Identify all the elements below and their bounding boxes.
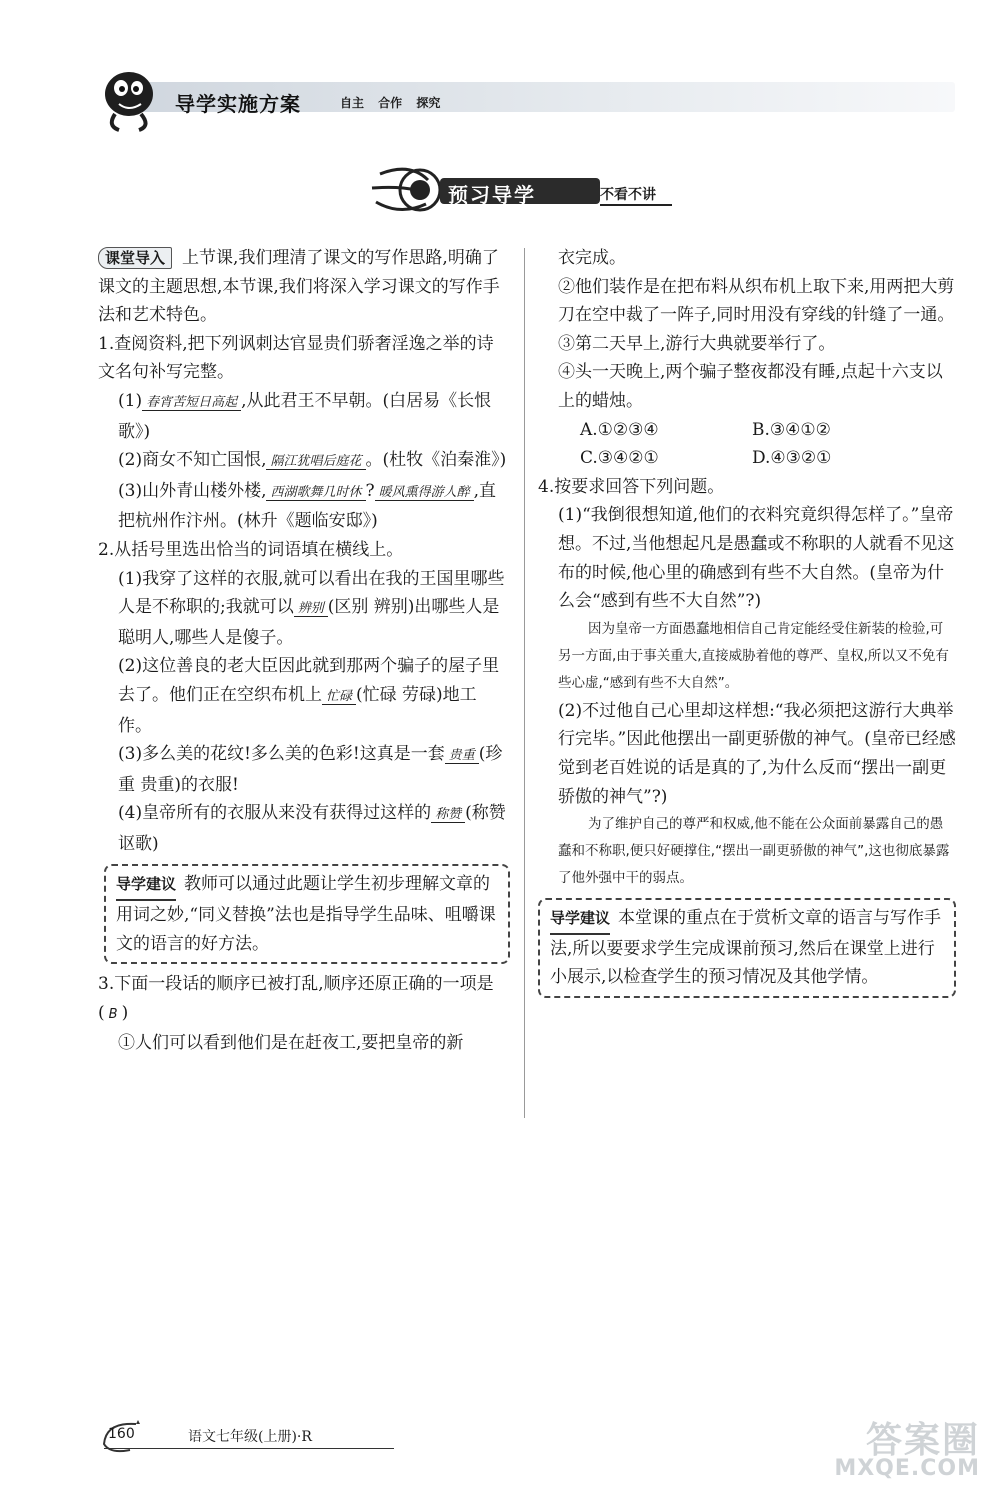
tip-text: 教师可以通过此题让学生初步理解文章的用词之妙,“同义替换”法也是指导学生品味、咀嚼课文的语言的好方法。 bbox=[116, 874, 496, 954]
page-header bbox=[85, 72, 955, 120]
left-column bbox=[98, 244, 510, 1058]
q3-sentence-1-cont: 衣完成。 bbox=[558, 248, 626, 268]
tip-label: 导学建议 bbox=[550, 904, 610, 935]
mascot-icon bbox=[85, 62, 165, 136]
section-subtitle: 不看不讲 bbox=[600, 187, 656, 203]
option-a: A.①②③④ bbox=[580, 419, 659, 440]
q3-options bbox=[538, 416, 956, 473]
page-number: 160 bbox=[108, 1426, 135, 1442]
section-underline bbox=[600, 204, 672, 206]
q3-sentence-4: ④头一天晚上,两个骗子整夜都没有睡,点起十六支以上的蜡烛。 bbox=[558, 362, 943, 411]
q2-stem: 2.从括号里选出恰当的词语填在横线上。 bbox=[98, 539, 404, 560]
footer-line bbox=[104, 1448, 394, 1449]
section-banner bbox=[370, 160, 680, 216]
q1-item-2: (2)商女不知亡国恨, 隔江犹唱后庭花 。(杜牧《泊秦淮》) bbox=[118, 450, 507, 471]
intro-paragraph: 课堂导入 上节课,我们理清了课文的写作思路,明确了课文的主题思想,本节课,我们将深入学习课文的写作手法和艺术特色。 bbox=[98, 248, 500, 326]
q4-answer-1: 因为皇帝一方面愚蠢地相信自己肯定能经受住新装的检验,可另一方面,由于事关重大,直接威胁着他的尊严、皇权,所以又不免有些心虚,“感到有些不大自然”。 bbox=[558, 620, 949, 691]
intro-label: 课堂导入 bbox=[98, 247, 172, 269]
q3-sentence-1: ①人们可以看到他们是在赶夜工,要把皇帝的新 bbox=[118, 1033, 464, 1054]
q3-stem: 3.下面一段话的顺序已被打乱,顺序还原正确的一项是( B ) bbox=[98, 974, 494, 1023]
header-subtitle: 自主 合作 探究 bbox=[340, 96, 441, 110]
answer-blank: 西湖歌舞几时休 bbox=[266, 485, 365, 501]
option-b: B.③④①② bbox=[752, 419, 831, 440]
answer-blank: 称赞 bbox=[431, 807, 465, 823]
header-title: 导学实施方案 bbox=[175, 92, 301, 116]
page-footer bbox=[100, 1418, 400, 1458]
right-column bbox=[538, 244, 956, 1004]
option-d: D.④③②① bbox=[752, 448, 832, 469]
option-c: C.③④②① bbox=[580, 448, 659, 469]
q1-item-1: (1) 春宵苦短日高起 ,从此君王不早朝。(白居易《长恨歌》) bbox=[118, 390, 492, 442]
teaching-tip-box bbox=[104, 864, 510, 964]
q3-answer: B bbox=[108, 1006, 118, 1022]
answer-blank: 隔江犹唱后庭花 bbox=[266, 454, 365, 470]
answer-blank: 辨别 bbox=[294, 601, 328, 617]
footer-text: 语文七年级(上册)·R bbox=[188, 1429, 312, 1445]
swirl-icon bbox=[370, 160, 450, 216]
q2-item-4: (4)皇帝所有的衣服从来没有获得过这样的 称赞 (称赞 讴歌) bbox=[118, 803, 506, 854]
answer-blank: 忙碌 bbox=[322, 689, 356, 705]
answer-blank: 贵重 bbox=[445, 748, 479, 764]
section-title: 预习导学 bbox=[448, 183, 536, 207]
q3-sentence-2: ②他们装作是在把布料从织布机上取下来,用两把大剪刀在空中裁了一阵子,同时用没有穿线的针缝了一通。 bbox=[558, 276, 955, 326]
q1-stem: 1.查阅资料,把下列讽刺达官显贵们骄奢淫逸之举的诗文名句补写完整。 bbox=[98, 333, 494, 383]
q4-answer-2: 为了维护自己的尊严和权威,他不能在公众面前暴露自己的愚蠢和不称职,便只好硬撑住,“摆出一副更骄傲的神气”,这也彻底暴露了他外强中干的弱点。 bbox=[558, 816, 950, 887]
q1-item-3: (3)山外青山楼外楼, 西湖歌舞几时休 ? 暖风熏得游人醉 ,直把杭州作汴州。(林升《题临安邸》) bbox=[118, 480, 497, 532]
q2-item-1: (1)我穿了这样的衣服,就可以看出在我的王国里哪些人是不称职的;我就可以 辨别 (区别 辨别)出哪些人是聪明人,哪些人是傻子。 bbox=[118, 568, 505, 648]
q3-sentence-3: ③第二天早上,游行大典就要举行了。 bbox=[558, 333, 836, 354]
tip-label: 导学建议 bbox=[116, 870, 176, 901]
q2-item-2: (2)这位善良的老大臣因此就到那两个骗子的屋子里去了。他们正在空织布机上 忙碌 (忙碌 劳碌)地工作。 bbox=[118, 656, 500, 736]
tip-text: 本堂课的重点在于赏析文章的语言与写作手法,所以要要求学生完成课前预习,然后在课堂上进行小展示,以检查学生的预习情况及其他学情。 bbox=[550, 908, 942, 988]
teaching-tip-box bbox=[538, 898, 956, 998]
q2-item-3: (3)多么美的花纹!多么美的色彩!这真是一套 贵重 (珍重 贵重)的衣服! bbox=[118, 744, 503, 795]
q4-stem: 4.按要求回答下列问题。 bbox=[538, 476, 725, 497]
column-divider bbox=[524, 248, 525, 1118]
answer-blank: 春宵苦短日高起 bbox=[142, 395, 241, 411]
q4-item-2: (2)不过他自己心里却这样想:“我必须把这游行大典举行完毕。”因此他摆出一副更骄傲的神气。(皇帝已经感觉到老百姓说的话是真的了,为什么反而“摆出一副更骄傲的神气”?) bbox=[558, 700, 956, 807]
q4-item-1: (1)“我倒很想知道,他们的衣料究竟织得怎样了。”皇帝想。不过,当他想起凡是愚蠢或不称职的人就看不见这布的时候,他心里的确感到有些不大自然。(皇帝为什么会“感到有些不大自然”?) bbox=[558, 505, 955, 612]
answer-blank: 暖风熏得游人醉 bbox=[375, 485, 474, 501]
watermark-logo: 答案圈 MXQE.COM bbox=[834, 1420, 980, 1481]
